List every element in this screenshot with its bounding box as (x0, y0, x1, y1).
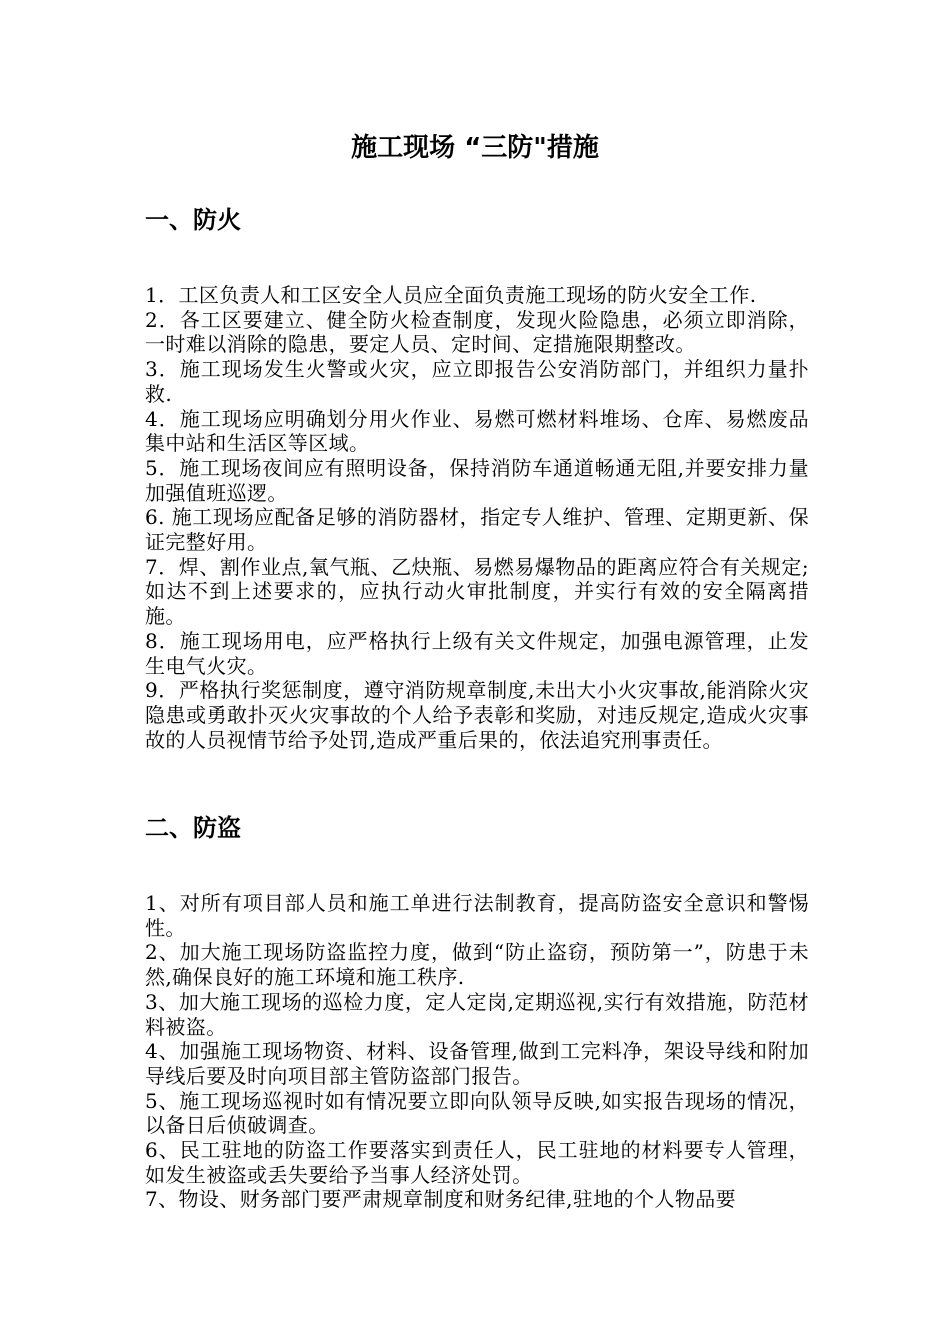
paragraph: 1、对所有项目部人员和施工单进行法制教育，提高防盗安全意识和警惕性。 (145, 891, 809, 940)
paragraph: 2．各工区要建立、健全防火检查制度，发现火险隐患，必须立即消除，一时难以消除的隐患，要定人员、定时间、定措施限期整改。 (145, 307, 809, 357)
paragraph: 1．工区负责人和工区安全人员应全面负责施工现场的防火安全工作. (145, 283, 757, 307)
section-heading-theft-prevention: 二、防盗 (145, 814, 241, 842)
paragraph: 3、加大施工现场的巡检力度，定人定岗,定期巡视,实行有效措施，防范材料被盗。 (145, 989, 809, 1039)
paragraph: 6、民工驻地的防盗工作要落实到责任人，民工驻地的材料要专人管理，如发生被盗或丢失要给予当事人经济处罚。 (145, 1138, 809, 1187)
paragraph: 4、加强施工现场物资、材料、设备管理,做到工完料净，架设导线和附加导线后要及时向项目部主管防盗部门报告。 (145, 1039, 809, 1088)
paragraph: 6. 施工现场应配备足够的消防器材，指定专人维护、管理、定期更新、保证完整好用。 (145, 505, 809, 555)
section-heading-fire-prevention: 一、防火 (145, 206, 241, 234)
paragraph: 2、加大施工现场防盗监控力度，做到“防止盗窃，预防第一”，防患于未然,确保良好的施工环境和施工秩序. (145, 940, 809, 990)
fire-prevention-paragraphs (145, 283, 809, 752)
paragraph: 5．施工现场夜间应有照明设备，保持消防车通道畅通无阻,并要安排力量加强值班巡逻。 (145, 455, 809, 505)
page-title: 施工现场 “三防"措施 (351, 133, 599, 163)
paragraph: 3．施工现场发生火警或火灾，应立即报告公安消防部门，并组织力量扑救. (145, 357, 809, 406)
paragraph: 7、物设、财务部门要严肃规章制度和财务纪律,驻地的个人物品要 (145, 1187, 737, 1212)
paragraph: 8．施工现场用电，应严格执行上级有关文件规定，加强电源管理，止发生电气火灾。 (145, 628, 809, 678)
paragraph: 5、施工现场巡视时如有情况要立即向队领导反映,如实报告现场的情况，以备日后侦破调查。 (145, 1088, 809, 1138)
paragraph: 9．严格执行奖惩制度，遵守消防规章制度,未出大小火灾事故,能消除火灾隐患或勇敢扑灭火灾事故的个人给予表彰和奖励，对违反规定,造成火灾事故的人员视情节给予处罚,造成严重后果的，依法追究刑事责任。 (145, 678, 809, 752)
theft-prevention-paragraphs (145, 891, 809, 1212)
paragraph: 7．焊、割作业点,氧气瓶、乙炔瓶、易燃易爆物品的距离应符合有关规定;如达不到上述要求的，应执行动火审批制度，并实行有效的安全隔离措施。 (145, 554, 809, 629)
paragraph: 4．施工现场应明确划分用火作业、易燃可燃材料堆场、仓库、易燃废品集中站和生活区等区域。 (145, 406, 809, 456)
